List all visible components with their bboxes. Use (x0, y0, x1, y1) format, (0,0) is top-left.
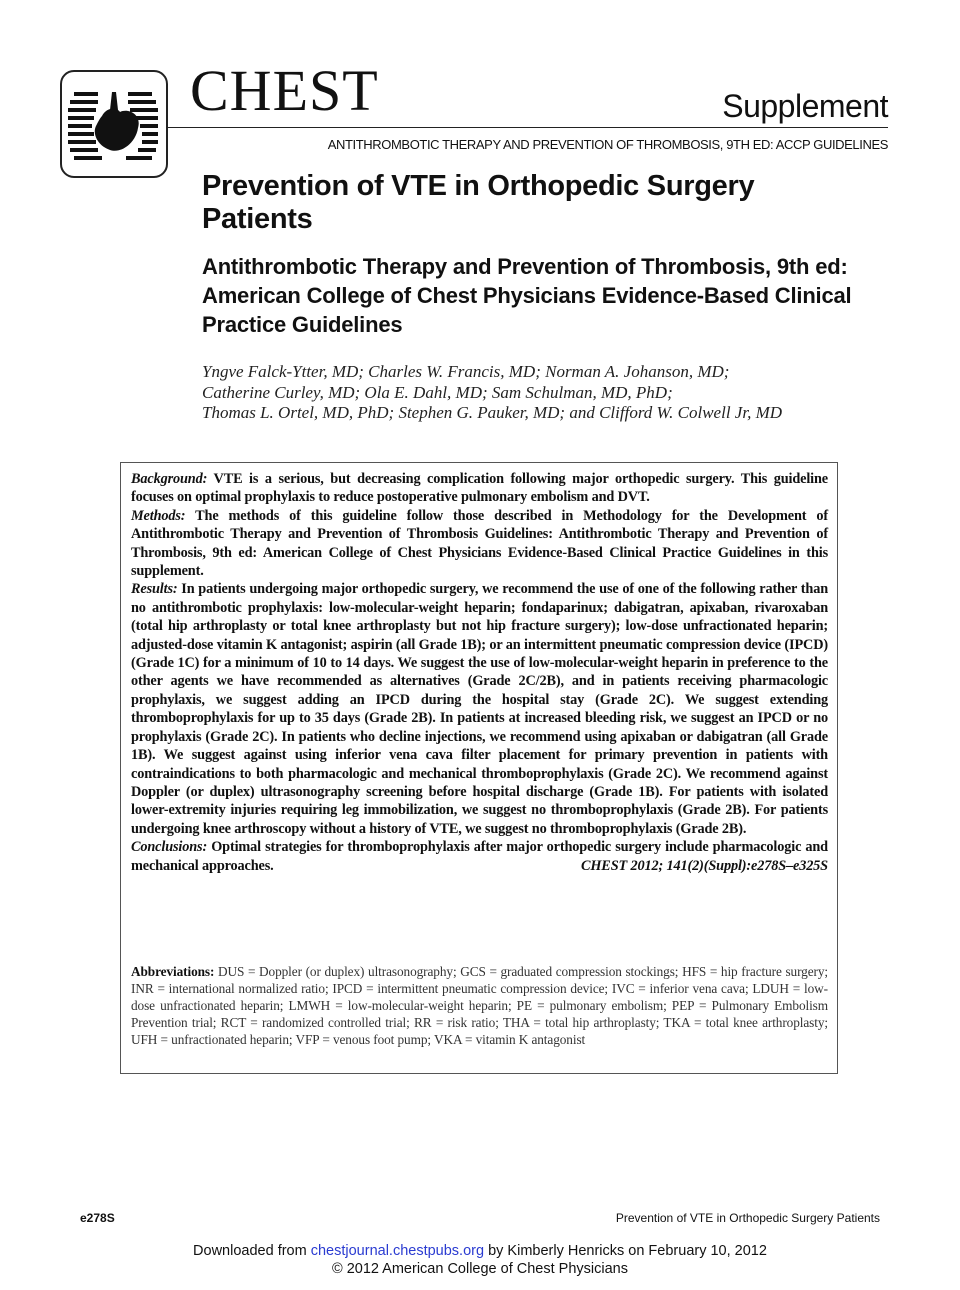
abstract-methods (131, 507, 828, 581)
results-label: Results: (131, 581, 178, 598)
author-line: Catherine Curley, MD; Ola E. Dahl, MD; Sam Schulman, MD, PhD; (202, 382, 673, 402)
article-title: Prevention of VTE in Orthopedic Surgery Patients (202, 170, 755, 235)
methods-text: The methods of this guideline follow those described in Methodology for the Development of Antithrombotic Therapy and Prevention of Thrombosis Guidelines: Antithrombotic Therapy and Prevention of Thrombosis, 9th ed: American College of Chest Physicians Evidence-Based Clinical Practice Guidelines in this supplement. (131, 507, 829, 580)
abstract (131, 470, 828, 875)
abbreviations-label: Abbreviations: (131, 964, 215, 979)
author-line: Yngve Falck-Ytter, MD; Charles W. Francis, MD; Norman A. Johanson, MD; (202, 362, 730, 381)
results-text: In patients undergoing major orthopedic surgery, we recommend the use of one of the following rather than no antithrombotic prophylaxis: low-molecular-weight heparin; fondaparinux; dabigatran, apixaban, rivaroxaban (total hip arthroplasty or total knee arthroplasty but not hip fracture surgery); low-dose unfractionated heparin; adjusted-dose vitamin K antagonist; aspirin (all Grade 1B); or an intermittent pneumatic compression device (IPCD) (Grade 1C) for a minimum of 10 to 14 days. We suggest the use of low-molecular-weight heparin in preference to the other agents we have recommended as alternatives (Grade 2C/2B), and in patients receiving pharmacologic prophylaxis, we suggest adding an IPCD during the hospital stay (Grade 2C). We suggest extending thromboprophylaxis for up to 35 days (Grade 2B). In patients at increased bleeding risk, we suggest an IPCD or no prophylaxis (Grade 2C). In patients who decline injections, we recommend using apixaban or dabigatran (all Grade 1B). We suggest against using inferior vena cava filter placement for primary prevention in patients with contraindications to both pharmacologic and mechanical thromboprophylaxis (Grade 2C). We recommend against Doppler (or duplex) ultrasonography screening before hospital discharge (Grade 1B). For patients with isolated lower-extremity injuries requiring leg immobilization, we suggest no thromboprophylaxis (Grade 2B). For patients undergoing knee arthroscopy without a history of VTE, we suggest no thromboprophylaxis (Grade 2B). (131, 581, 828, 837)
running-title: Prevention of VTE in Orthopedic Surgery Patients (615, 1211, 880, 1225)
journal-link[interactable]: chestjournal.chestpubs.org (310, 1243, 485, 1259)
abstract-conclusions (131, 838, 828, 875)
supplement-label: Supplement (722, 88, 888, 124)
header-rule (166, 127, 888, 128)
background-text: VTE is a serious, but decreasing complication following major orthopedic surgery. This guideline focuses on optimal prophylaxis to reduce postoperative pulmonary embolism and DVT. (131, 471, 828, 506)
download-prefix: Downloaded from (193, 1243, 307, 1259)
author-line: Thomas L. Ortel, MD, PhD; Stephen G. Pauker, MD; and Clifford W. Colwell Jr, MD (202, 403, 783, 422)
author-list (202, 362, 862, 424)
chest-logo (60, 70, 168, 178)
download-suffix: by Kimberly Henricks on February 10, 2012 (488, 1243, 767, 1259)
page-number: e278S (80, 1211, 115, 1225)
background-label: Background: (131, 471, 208, 487)
download-line (0, 1242, 960, 1260)
abbreviations-text: DUS = Doppler (or duplex) ultrasonography; GCS = graduated compression stockings; HFS = hip fracture surgery; INR = international normalized ratio; IPCD = intermittent pneumatic compression device; IVC = inferior vena cava; LDUH = low-dose unfractionated heparin; LMWH = low-molecular-weight heparin; PE = pulmonary embolism; PEP = Pulmonary Embolism Prevention trial; RCT = randomized controlled trial; RR = risk ratio; THA = total hip arthroplasty; TKA = total knee arthroplasty; UFH = unfractionated heparin; VFP = venous foot pump; VKA = vitamin K antagonist (131, 964, 828, 1047)
download-notice (0, 1242, 960, 1278)
series-title: ANTITHROMBOTIC THERAPY AND PREVENTION OF THROMBOSIS, 9TH ED: ACCP GUIDELINES (327, 137, 888, 152)
chest-lungs-heart-logo-icon (62, 72, 166, 176)
abstract-results (131, 580, 828, 838)
methods-label: Methods: (131, 507, 186, 524)
abbreviations (131, 963, 828, 1048)
abstract-background (131, 470, 828, 507)
conclusions-text: Optimal strategies for thromboprophylaxis after major orthopedic surgery include pharmacologic and mechanical approaches. (131, 839, 828, 874)
journal-brand: CHEST (190, 58, 379, 123)
conclusions-label: Conclusions: (131, 839, 208, 856)
copyright: © 2012 American College of Chest Physicians (331, 1261, 628, 1277)
article-subtitle: Antithrombotic Therapy and Prevention of Thrombosis, 9th ed: American College of Chest Physicians Evidence-Based Clinical Practice Guidelines (202, 254, 852, 337)
citation: CHEST 2012; 141(2)(Suppl):e278S–e325S (580, 857, 828, 874)
